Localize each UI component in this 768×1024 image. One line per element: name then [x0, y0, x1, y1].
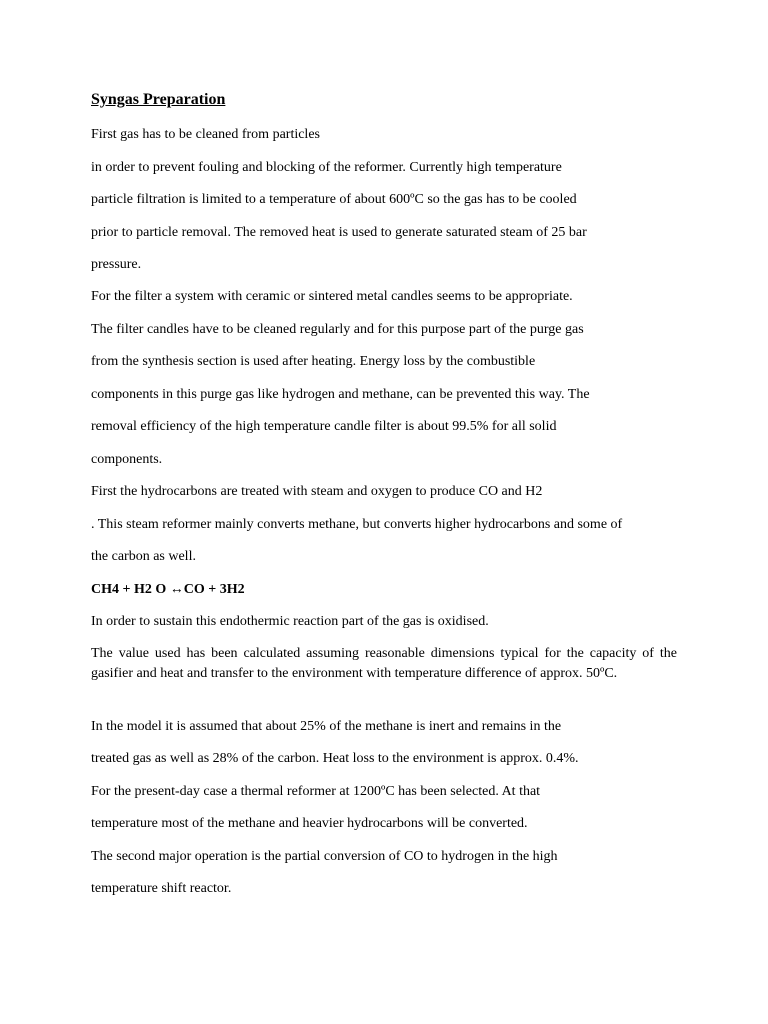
text-line: For the present-day case a thermal reformer at 1200ºC has been selected. At that	[91, 784, 541, 799]
text-line: prior to particle removal. The removed heat is used to generate saturated steam of 25 bar	[91, 225, 587, 240]
text-line: The filter candles have to be cleaned regularly and for this purpose part of the purge gas	[91, 322, 584, 337]
text-line: components in this purge gas like hydrogen and methane, can be prevented this way. The	[91, 387, 590, 402]
text-line: In order to sustain this endothermic reaction part of the gas is oxidised.	[91, 614, 489, 629]
text-line: treated gas as well as 28% of the carbon. Heat loss to the environment is approx. 0.4%.	[91, 751, 579, 766]
text-line: First the hydrocarbons are treated with steam and oxygen to produce CO and H2	[91, 484, 543, 499]
text-line: . This steam reformer mainly converts methane, but converts higher hydrocarbons and some of	[91, 517, 623, 532]
text-line: First gas has to be cleaned from particles	[91, 127, 320, 142]
document-title: Syngas Preparation	[91, 91, 226, 108]
text-line: from the synthesis section is used after heating. Energy loss by the combustible	[91, 354, 536, 369]
justified-paragraph: The value used has been calculated assuming reasonable dimensions typical for the capacity of the gasifier and heat and transfer to the environment with temperature difference of approx. 50ºC.	[91, 646, 677, 681]
text-line: In the model it is assumed that about 25% of the methane is inert and remains in the	[91, 719, 562, 734]
text-line: For the filter a system with ceramic or sintered metal candles seems to be appropriate.	[91, 289, 573, 304]
text-line: pressure.	[91, 257, 142, 272]
text-line: components.	[91, 452, 163, 467]
text-line: temperature most of the methane and heavier hydrocarbons will be converted.	[91, 816, 528, 831]
text-line: in order to prevent fouling and blocking of the reformer. Currently high temperature	[91, 160, 562, 175]
text-line: temperature shift reactor.	[91, 881, 232, 896]
text-line: particle filtration is limited to a temperature of about 600ºC so the gas has to be cooled	[91, 192, 577, 207]
reaction-equation: CH4 + H2 O ↔CO + 3H2	[91, 582, 245, 597]
text-line: the carbon as well.	[91, 549, 196, 564]
text-line: removal efficiency of the high temperature candle filter is about 99.5% for all solid	[91, 419, 557, 434]
text-line: The second major operation is the partial conversion of CO to hydrogen in the high	[91, 849, 558, 864]
